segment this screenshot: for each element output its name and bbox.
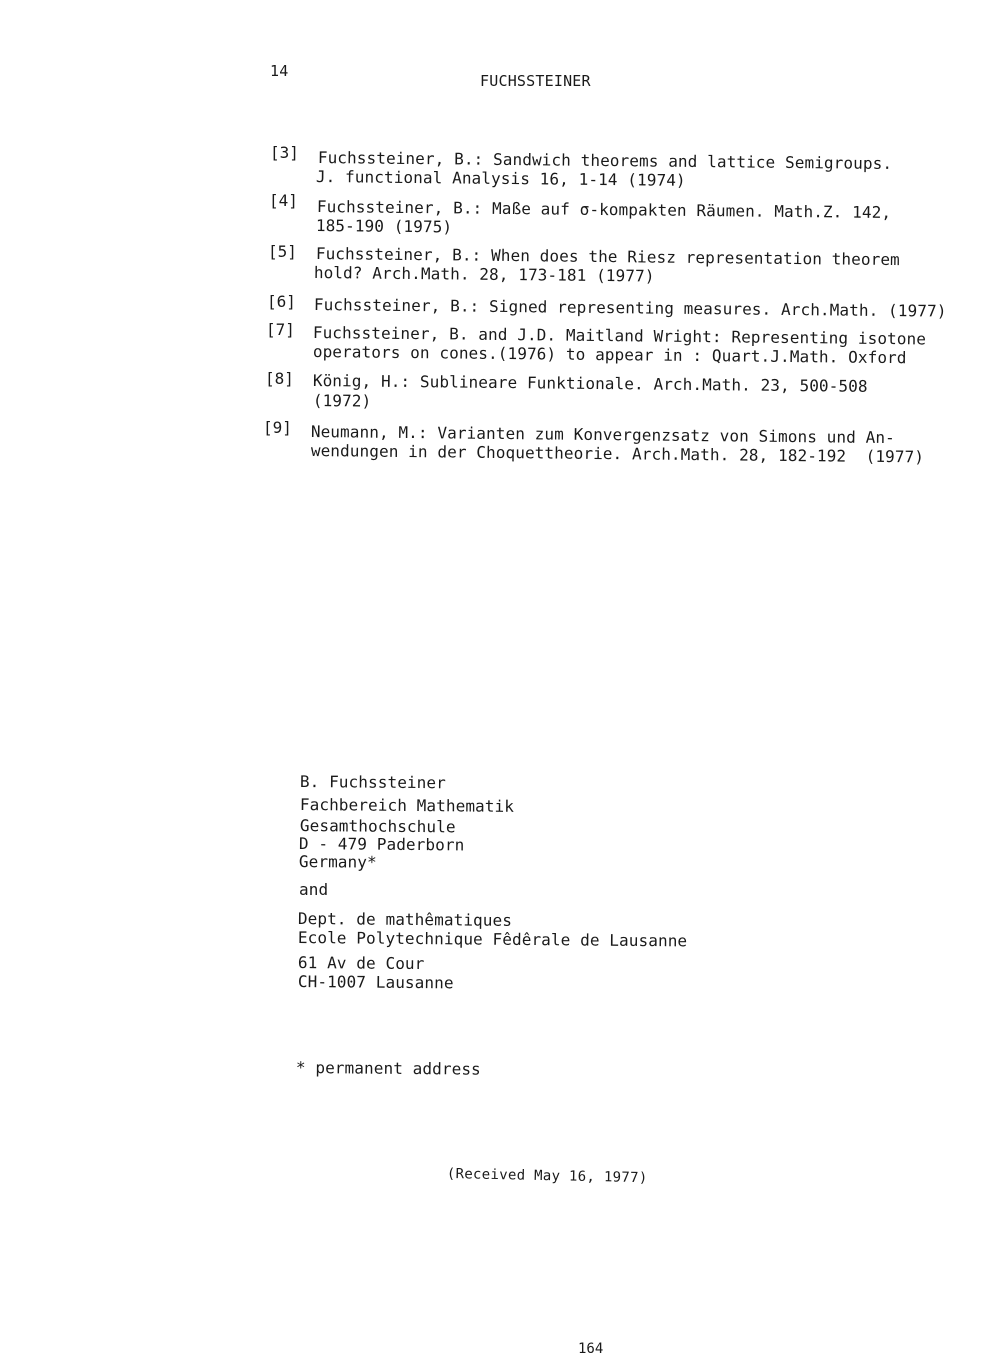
reference-label: [9] [263,418,292,437]
address-line: Ecole Polytechnique Fêdêrale de Lausanne [297,928,688,951]
reference-text: Fuchssteiner, B.: Sandwich theorems and lattice Semigroups. [317,148,893,174]
reference-text: Fuchssteiner, B.: When does the Riesz representation theorem [315,244,900,270]
reference-text: Fuchssteiner, B.: Maße auf σ-kompakten Räumen. Math.Z. 142, [316,197,892,223]
reference-label: [4] [269,191,298,210]
address-line: Fachbereich Mathematik [299,795,515,816]
address-line: CH-1007 Lausanne [297,972,454,993]
reference-label: [8] [265,369,294,388]
running-title: FUCHSSTEINER [480,72,591,90]
reference-text: (1972) [312,391,372,411]
received-date: (Received May 16, 1977) [446,1166,648,1187]
reference-text: König, H.: Sublineare Funktionale. Arch.Math. 23, 500-508 [312,371,868,396]
reference-label: [5] [268,242,297,261]
reference-text: J. functional Analysis 16, 1-14 (1974) [315,167,686,190]
reference-text: Fuchssteiner, B. and J.D. Maitland Wright: Representing isotone [312,323,927,349]
reference-text: 185-190 (1975) [315,216,453,237]
footnote: * permanent address [295,1058,481,1079]
reference-text: Neumann, M.: Varianten zum Konvergenzsatz von Simons und An- [310,422,895,448]
footer-page-number: 164 [578,1341,604,1357]
reference-text: hold? Arch.Math. 28, 173-181 (1977) [313,263,655,286]
address-line: D - 479 Paderborn [298,834,465,855]
reference-text: Fuchssteiner, B.: Signed representing measures. Arch.Math. (1977) [313,295,947,321]
reference-text: operators on cones.(1976) to appear in : Quart.J.Math. Oxford [312,342,907,368]
address-line: Gesamthochschule [299,816,456,837]
address-line: 61 Av de Cour [297,953,425,974]
reference-text: wendungen in der Choquettheorie. Arch.Math. 28, 182-192 (1977) [310,441,925,467]
address-line: Dept. de mathêmatiques [297,909,513,930]
reference-label: [7] [266,320,295,339]
page-number: 14 [270,62,289,80]
address-line: B. Fuchssteiner [299,772,446,793]
reference-label: [6] [267,292,296,311]
address-connector: and [299,880,329,899]
reference-label: [3] [270,143,299,162]
address-line: Germany* [298,852,377,872]
